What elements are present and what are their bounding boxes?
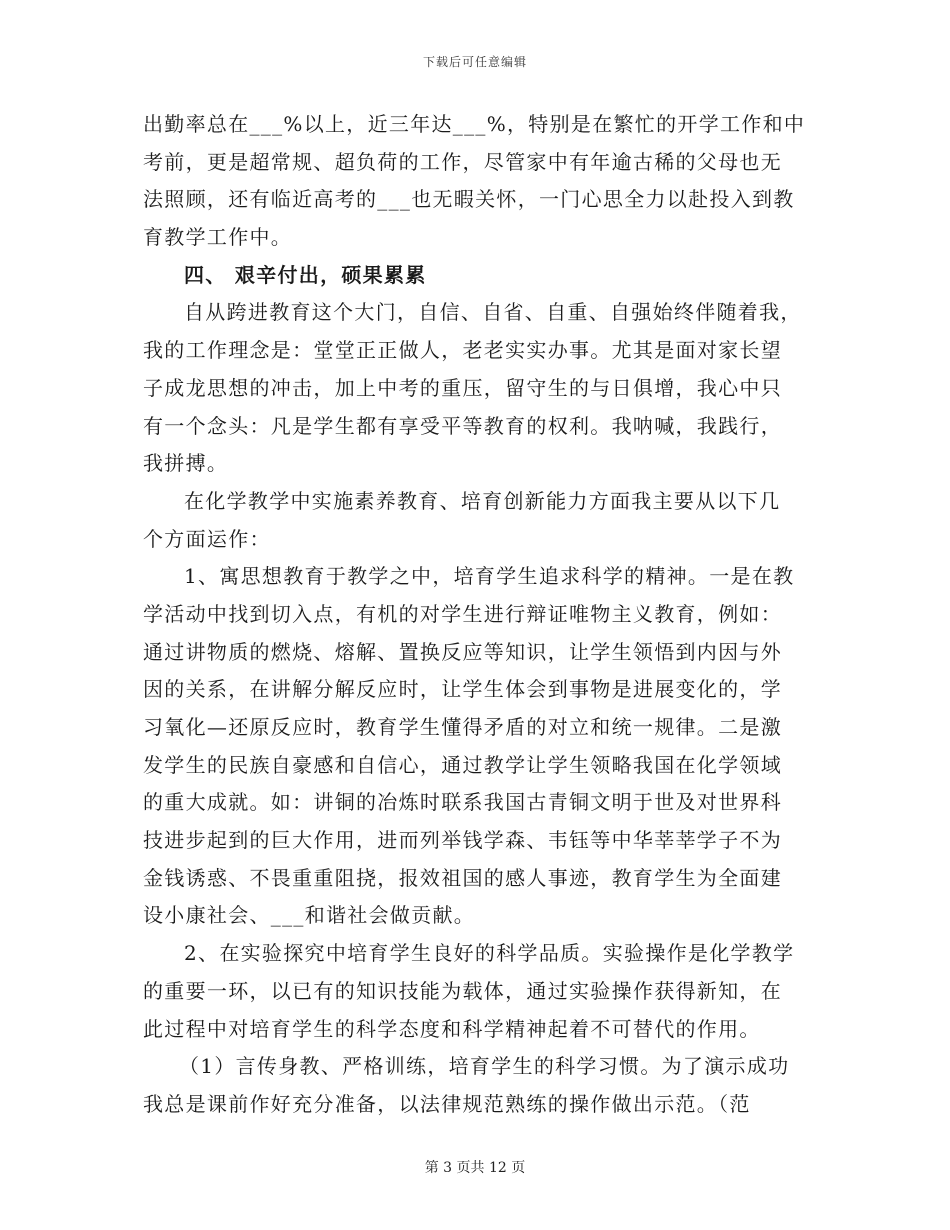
body-line: 通过讲物质的燃烧、熔解、置换反应等知识，让学生领悟到内因与外 [143,639,782,664]
section-heading: 四、 艰辛付出，硕果累累 [184,262,427,287]
body-line: 的重要一环，以已有的知识技能为载体，通过实验操作获得新知，在 [143,978,782,1003]
document-body [143,106,807,1124]
body-line: 我的工作理念是：堂堂正正做人，老老实实办事。尤其是面对家长望 [143,338,782,363]
body-line: 自从跨进教育这个大门，自信、自省、自重、自强始终伴随着我， [184,300,802,325]
body-line: 因的关系，在讲解分解反应时，让学生体会到事物是进展变化的，学 [143,677,782,702]
body-line: 金钱诱惑、不畏重重阻挠，报效祖国的感人事迹，教育学生为全面建 [143,865,782,890]
body-line: 发学生的民族自豪感和自信心，通过教学让学生领略我国在化学领域 [143,752,782,777]
body-line: 此过程中对培育学生的科学态度和科学精神起着不可替代的作用。 [143,1016,761,1041]
body-line: 的重大成就。如：讲铜的冶炼时联系我国古青铜文明于世及对世界科 [143,790,782,815]
body-line: 学活动中找到切入点，有机的对学生进行辩证唯物主义教育，例如： [143,601,782,626]
body-line: 出勤率总在___%以上，近三年达___%，特别是在繁忙的开学工作和中 [143,112,806,136]
body-line: 个方面运作： [143,526,271,551]
body-line: 2、在实验探究中培育学生良好的科学品质。实验操作是化学教学 [184,941,795,966]
page-header: 下载后可任意编辑 [422,55,527,69]
body-line: 我拼搏。 [143,451,229,476]
body-line: 习氧化—还原反应时，教育学生懂得矛盾的对立和统一规律。二是激 [143,715,782,739]
body-line: 育教学工作中。 [143,225,293,250]
body-line: （1）言传身教、严格训练，培育学生的科学习惯。为了演示成功 [179,1054,790,1079]
page-footer: 第 3 页共 12 页 [424,1160,526,1176]
body-line: 子成龙思想的冲击，加上中考的重压，留守生的与日俱增，我心中只 [143,375,782,400]
body-line: 1、寓思想教育于教学之中，培育学生追求科学的精神。一是在教 [184,564,795,589]
body-line: 考前，更是超常规、超负荷的工作，尽管家中有年逾古稀的父母也无 [143,149,782,174]
body-line: 法照顾，还有临近高考的___也无暇关怀，一门心思全力以赴投入到教 [143,187,795,212]
body-line: 设小康社会、___和谐社会做贡献。 [143,903,476,928]
body-line: 技进步起到的巨大作用，进而列举钱学森、韦钰等中华莘莘学子不为 [143,828,782,853]
body-line: 有一个念头：凡是学生都有享受平等教育的权利。我呐喊，我践行， [143,413,782,438]
body-line: 我总是课前作好充分准备，以法律规范熟练的操作做出示范。（范 [143,1091,751,1116]
body-line: 在化学教学中实施素养教育、培育创新能力方面我主要从以下几 [184,488,781,513]
